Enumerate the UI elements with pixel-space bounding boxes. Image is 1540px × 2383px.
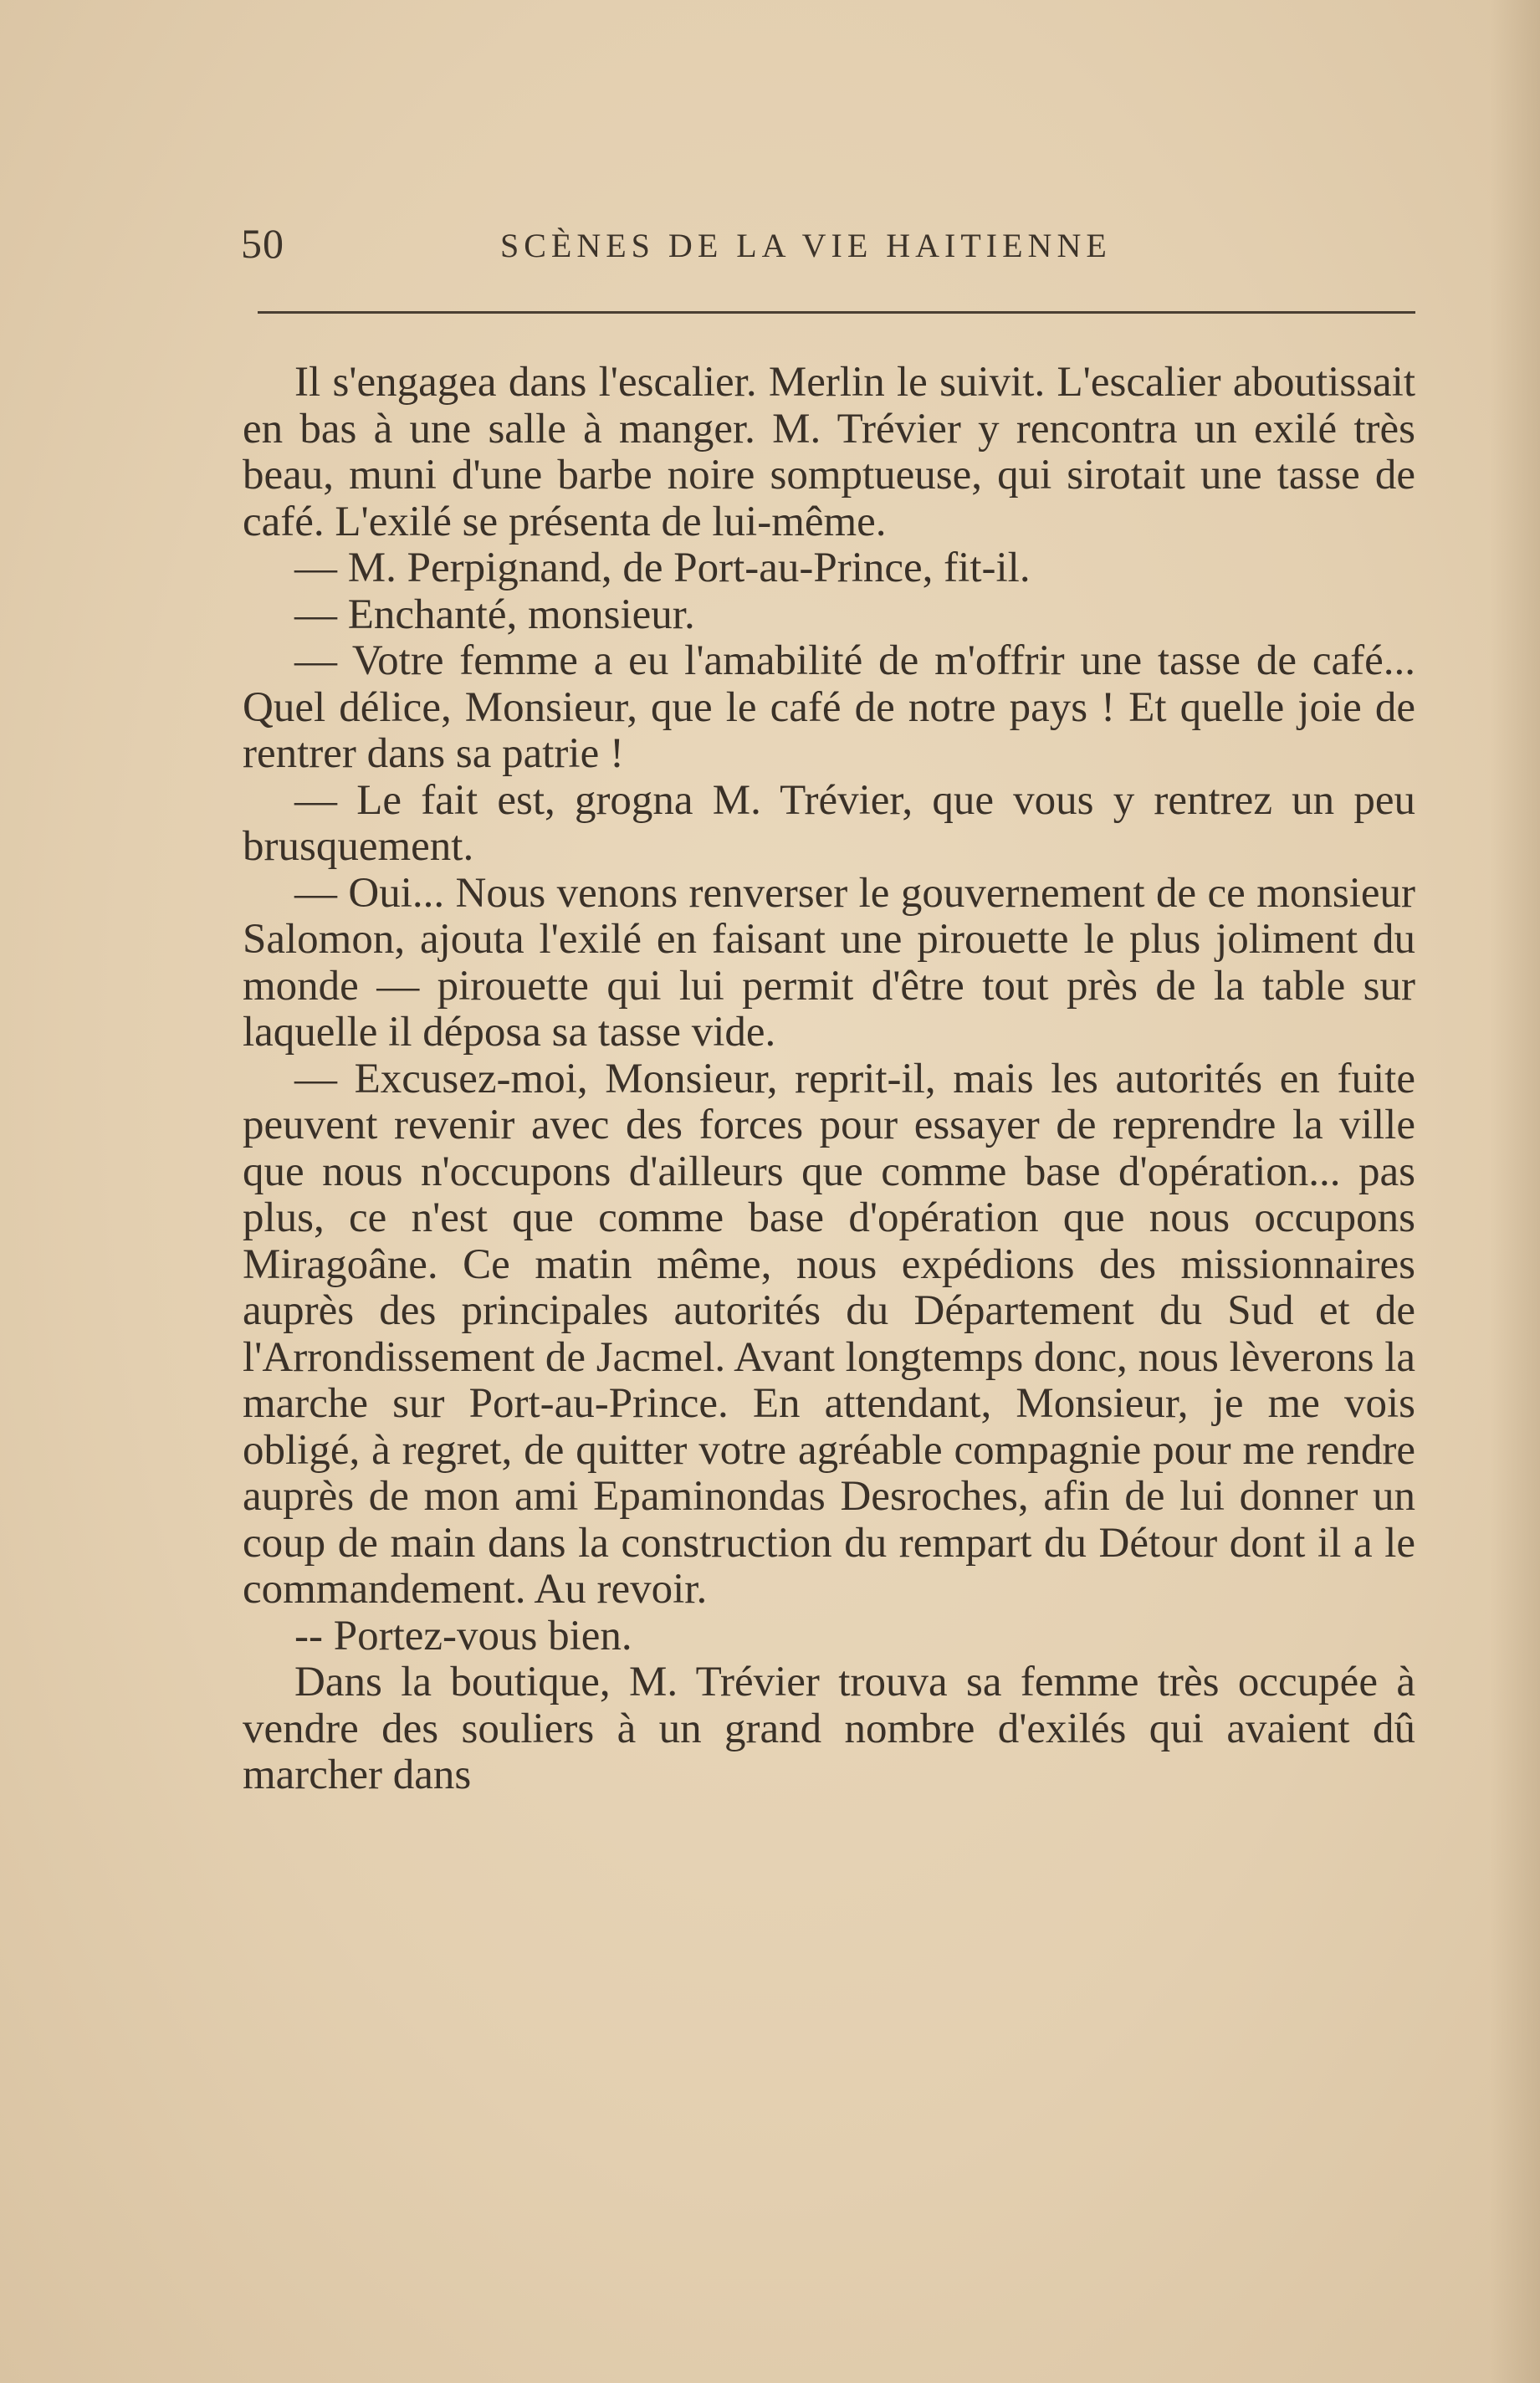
paragraph: -- Portez-vous bien. — [294, 1612, 632, 1659]
page-header — [241, 219, 1412, 278]
paragraph: — M. Perpignand, de Port-au-Prince, fit-il. — [294, 545, 1031, 591]
paragraph: — Le fait est, grogna M. Trévier, que vous y rentrez un peu brusquement. — [243, 776, 1415, 870]
body-text — [243, 360, 1415, 1799]
page-edge-shadow — [1490, 0, 1540, 2383]
header-rule — [258, 311, 1415, 314]
paragraph: Dans la boutique, M. Trévier trouva sa femme très occupée à vendre des souliers à un grand nombre d'exilés qui avaient dû marcher dans — [243, 1659, 1415, 1798]
paragraph: Il s'engagea dans l'escalier. Merlin le suivit. L'escalier aboutissait en bas à une salle à manger. M. Trévier y rencontra un exilé très beau, muni d'une barbe noire somptueuse, qui sirotait une tasse de café. L'exilé se présenta de lui-même. — [243, 359, 1415, 545]
paragraph: — Votre femme a eu l'amabilité de m'offrir une tasse de café... Quel délice, Monsieur, que le café de notre pays ! Et quelle joie de rentrer dans sa patrie ! — [243, 637, 1415, 777]
running-title: SCÈNES DE LA VIE HAITIENNE — [500, 227, 1112, 264]
page-number: 50 — [241, 220, 284, 267]
paragraph: — Oui... Nous venons renverser le gouvernement de ce monsieur Salomon, ajouta l'exilé en faisant une pirouette le plus joliment du monde — pirouette qui lui permit d'être tout près de la table sur laquelle il déposa sa tasse vide. — [243, 869, 1415, 1056]
paragraph: — Excusez-moi, Monsieur, reprit-il, mais les autorités en fuite peuvent revenir avec des forces pour essayer de reprendre la ville que nous n'occupons d'ailleurs que comme base d'opération... pas plus, ce n'est que comme base d'opération que nous occupons Miragoâne. Ce matin même, nous expédions des missionnaires auprès des principales autorités du Département du Sud et de l'Arrondissement de Jacmel. Avant longtemps donc, nous lèverons la marche sur Port-au-Prince. En attendant, Monsieur, je me vois obligé, à regret, de quitter votre agréable compagnie pour me rendre auprès de mon ami Epaminondas Desroches, afin de lui donner un coup de main dans la construction du rempart du Détour dont il a le commandement. Au revoir. — [243, 1055, 1415, 1613]
paragraph: — Enchanté, monsieur. — [294, 591, 695, 638]
